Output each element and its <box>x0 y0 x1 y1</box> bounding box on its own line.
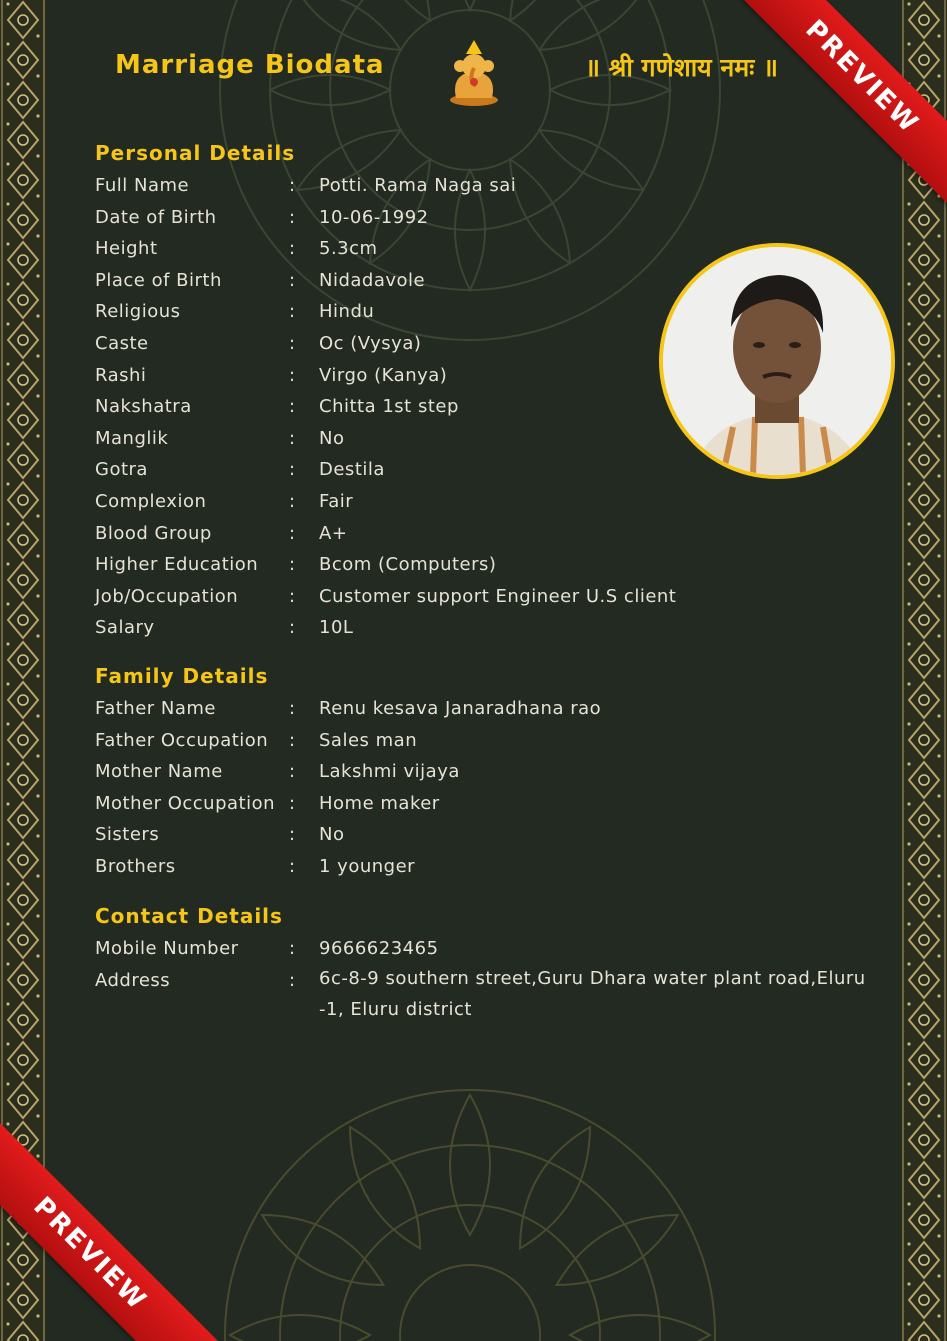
detail-label: Mother Name <box>95 761 223 783</box>
detail-label: Sisters <box>95 824 160 846</box>
detail-separator: : <box>289 333 296 354</box>
detail-label: Place of Birth <box>95 269 222 291</box>
detail-value: No <box>319 824 345 846</box>
detail-separator: : <box>289 856 296 877</box>
detail-separator: : <box>289 301 296 323</box>
detail-separator: : <box>289 761 296 783</box>
personal-details-heading: Personal Details <box>95 141 296 165</box>
detail-label: Nakshatra <box>95 396 192 418</box>
detail-value: Lakshmi vijaya <box>319 761 460 783</box>
detail-label: Caste <box>95 333 149 354</box>
contact-details-heading: Contact Details <box>95 904 283 928</box>
detail-separator: : <box>289 938 296 959</box>
detail-value: 6c-8-9 southern street,Guru Dhara water plant road,Eluru -1, Eluru district <box>319 968 866 1020</box>
detail-label: Complexion <box>95 491 207 512</box>
family-details-heading: Family Details <box>95 664 269 688</box>
preview-ribbon-bottom-left <box>0 1081 260 1341</box>
detail-value: 10L <box>319 617 354 639</box>
detail-value: Hindu <box>319 301 375 323</box>
ganesha-icon <box>446 36 502 108</box>
preview-ribbon-label: PREVIEW <box>0 1099 245 1341</box>
detail-value: No <box>319 427 345 449</box>
detail-label: Blood Group <box>95 522 212 544</box>
detail-separator: : <box>289 585 296 607</box>
detail-separator: : <box>289 792 296 814</box>
detail-separator: : <box>289 238 296 260</box>
detail-value: Potti. Rama Naga sai <box>319 175 517 196</box>
detail-separator: : <box>289 729 296 751</box>
detail-separator: : <box>289 175 296 196</box>
detail-label: Higher Education <box>95 554 259 576</box>
detail-separator: : <box>289 427 296 449</box>
detail-label: Brothers <box>95 856 176 877</box>
detail-separator: : <box>289 206 296 228</box>
detail-label: Salary <box>95 617 155 639</box>
detail-value: Bcom (Computers) <box>319 554 497 576</box>
detail-label: Height <box>95 238 158 260</box>
detail-value: Oc (Vysya) <box>319 333 422 354</box>
detail-label: Father Occupation <box>95 729 269 751</box>
detail-separator: : <box>289 269 296 291</box>
detail-value: Virgo (Kanya) <box>319 364 448 386</box>
detail-label: Father Name <box>95 698 216 719</box>
detail-label: Rashi <box>95 364 147 386</box>
detail-label: Manglik <box>95 427 169 449</box>
detail-separator: : <box>289 491 296 512</box>
profile-photo <box>659 243 895 479</box>
detail-value: Renu kesava Janaradhana rao <box>319 698 602 719</box>
person-photo-icon <box>663 247 891 475</box>
detail-value: Sales man <box>319 729 418 751</box>
page-title: Marriage Biodata <box>115 50 385 80</box>
detail-separator: : <box>289 364 296 386</box>
detail-label: Address <box>95 970 171 991</box>
detail-separator: : <box>289 522 296 544</box>
detail-value: Fair <box>319 491 354 512</box>
detail-value: 10-06-1992 <box>319 206 429 228</box>
preview-ribbon-top-right <box>687 0 947 260</box>
detail-value: Home maker <box>319 792 440 814</box>
detail-label: Mobile Number <box>95 938 239 959</box>
detail-label: Religious <box>95 301 181 323</box>
detail-label: Job/Occupation <box>95 585 239 607</box>
detail-value: 5.3cm <box>319 238 378 260</box>
detail-value: Customer support Engineer U.S client <box>319 585 677 607</box>
detail-value: Chitta 1st step <box>319 396 459 418</box>
detail-separator: : <box>289 554 296 576</box>
detail-value: 9666623465 <box>319 938 439 959</box>
ganesh-mantra: ॥ श्री गणेशाय नमः ॥ <box>585 53 778 82</box>
detail-value: A+ <box>319 522 348 544</box>
preview-ribbon-label: PREVIEW <box>707 0 947 232</box>
detail-label: Mother Occupation <box>95 792 276 814</box>
detail-separator: : <box>289 970 296 991</box>
detail-label: Full Name <box>95 175 190 196</box>
detail-value: 1 younger <box>319 856 416 877</box>
detail-separator: : <box>289 617 296 639</box>
detail-value: Nidadavole <box>319 269 426 291</box>
detail-separator: : <box>289 698 296 719</box>
detail-label: Date of Birth <box>95 206 217 228</box>
detail-separator: : <box>289 396 296 418</box>
detail-value: Destila <box>319 459 385 481</box>
detail-separator: : <box>289 459 296 481</box>
bottom-mandala-decoration <box>210 1075 730 1341</box>
detail-label: Gotra <box>95 459 148 481</box>
detail-separator: : <box>289 824 296 846</box>
